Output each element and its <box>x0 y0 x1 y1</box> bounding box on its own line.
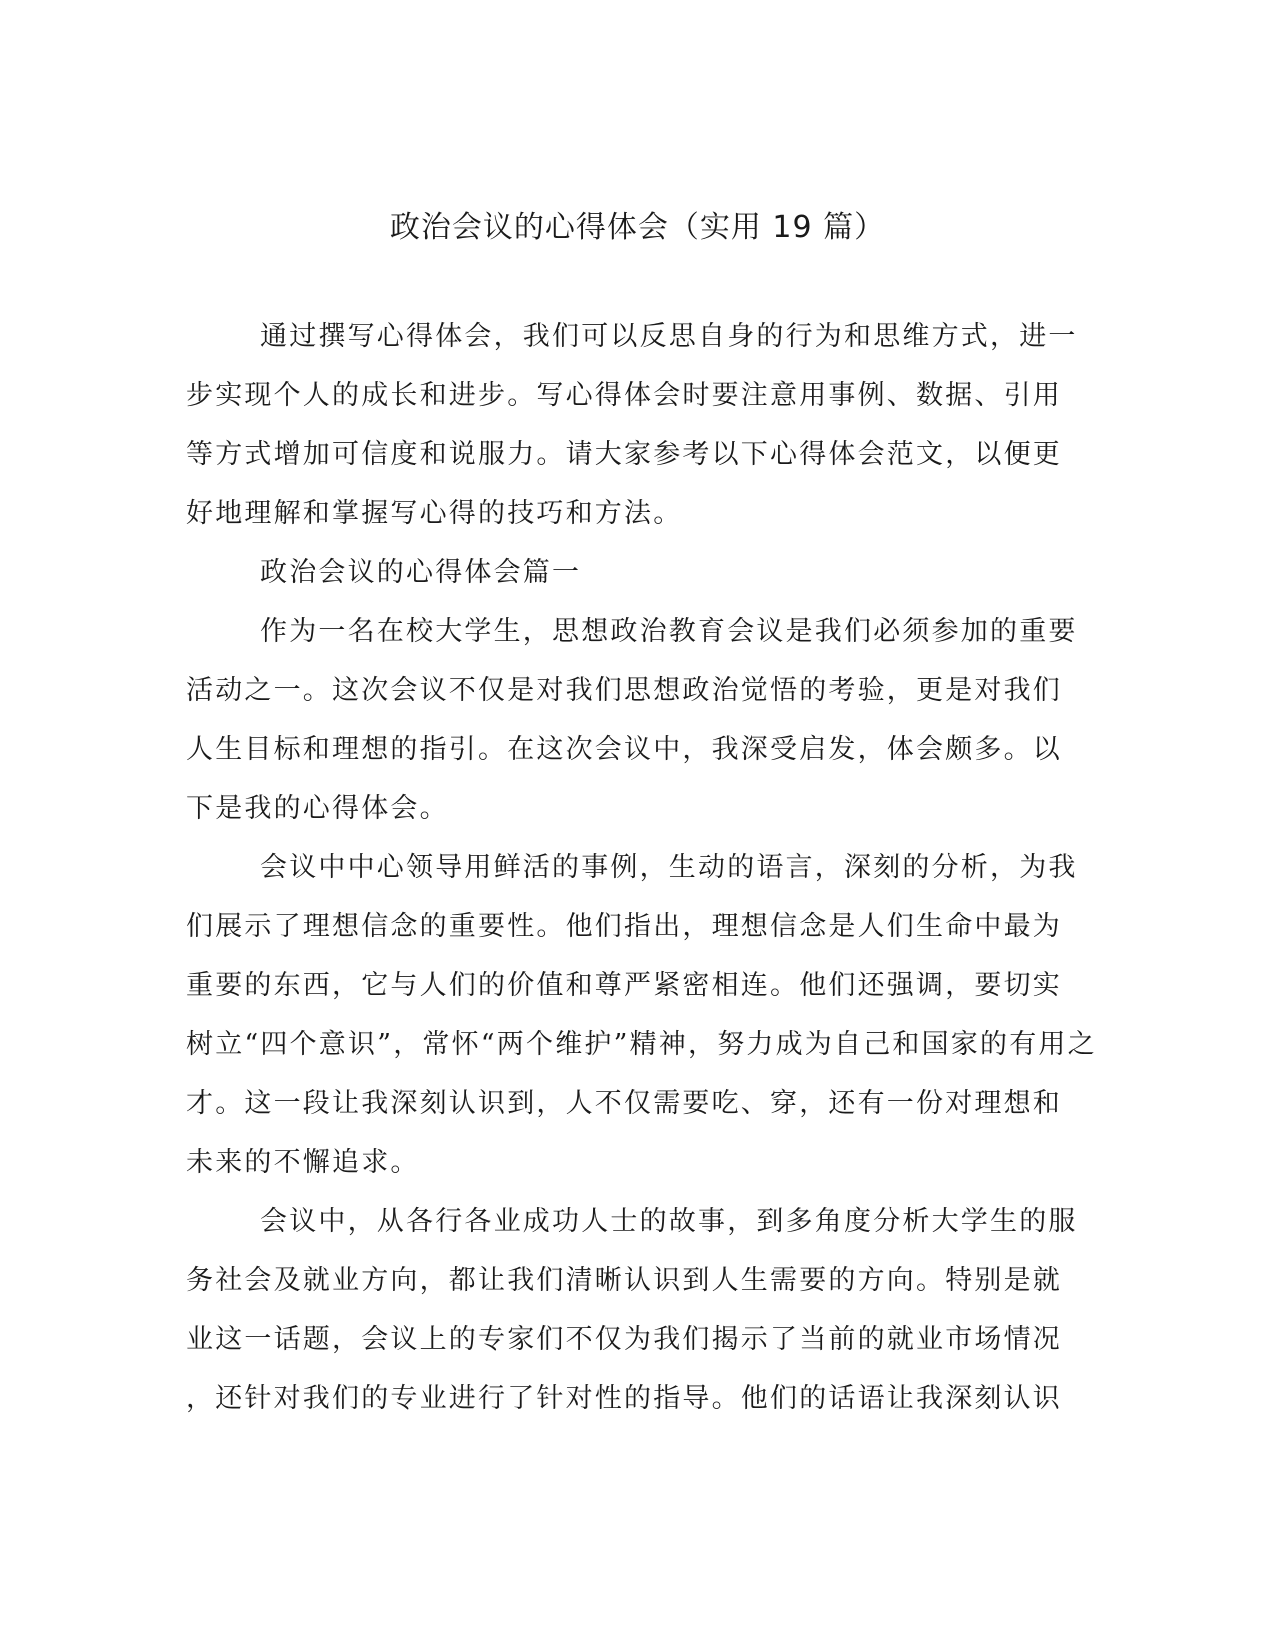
document-title: 政治会议的心得体会（实用 19 篇） <box>389 210 886 245</box>
paragraph-line: 通过撰写心得体会，我们可以反思自身的行为和思维方式，进一 <box>260 321 1078 352</box>
paragraph-line: 人生目标和理想的指引。在这次会议中，我深受启发，体会颇多。以 <box>186 734 1062 765</box>
paragraph-line: 业这一话题，会议上的专家们不仅为我们揭示了当前的就业市场情况 <box>186 1324 1062 1355</box>
paragraph-line: 会议中中心领导用鲜活的事例，生动的语言，深刻的分析，为我 <box>260 852 1078 883</box>
paragraph-line: 务社会及就业方向，都让我们清晰认识到人生需要的方向。特别是就 <box>186 1265 1062 1296</box>
paragraph-line: 作为一名在校大学生，思想政治教育会议是我们必须参加的重要 <box>260 616 1078 647</box>
paragraph-line: 步实现个人的成长和进步。写心得体会时要注意用事例、数据、引用 <box>186 380 1062 411</box>
paragraph-line: 好地理解和掌握写心得的技巧和方法。 <box>186 498 683 529</box>
paragraph-line: 重要的东西，它与人们的价值和尊严紧密相连。他们还强调，要切实 <box>186 970 1062 1001</box>
paragraph-line: 下是我的心得体会。 <box>186 793 449 824</box>
section-heading: 政治会议的心得体会篇一 <box>260 557 582 588</box>
paragraph-line: 活动之一。这次会议不仅是对我们思想政治觉悟的考验，更是对我们 <box>186 675 1062 706</box>
paragraph-line: 才。这一段让我深刻认识到，人不仅需要吃、穿，还有一份对理想和 <box>186 1088 1062 1119</box>
paragraph-line: ，还针对我们的专业进行了针对性的指导。他们的话语让我深刻认识 <box>186 1383 1062 1414</box>
paragraph-line: 未来的不懈追求。 <box>186 1147 420 1178</box>
paragraph-line: 会议中，从各行各业成功人士的故事，到多角度分析大学生的服 <box>260 1206 1078 1237</box>
paragraph-line: 等方式增加可信度和说服力。请大家参考以下心得体会范文，以便更 <box>186 439 1062 470</box>
paragraph-line: 们展示了理想信念的重要性。他们指出，理想信念是人们生命中最为 <box>186 911 1062 942</box>
paragraph-line: 树立“四个意识”，常怀“两个维护”精神，努力成为自己和国家的有用之 <box>186 1029 1097 1060</box>
